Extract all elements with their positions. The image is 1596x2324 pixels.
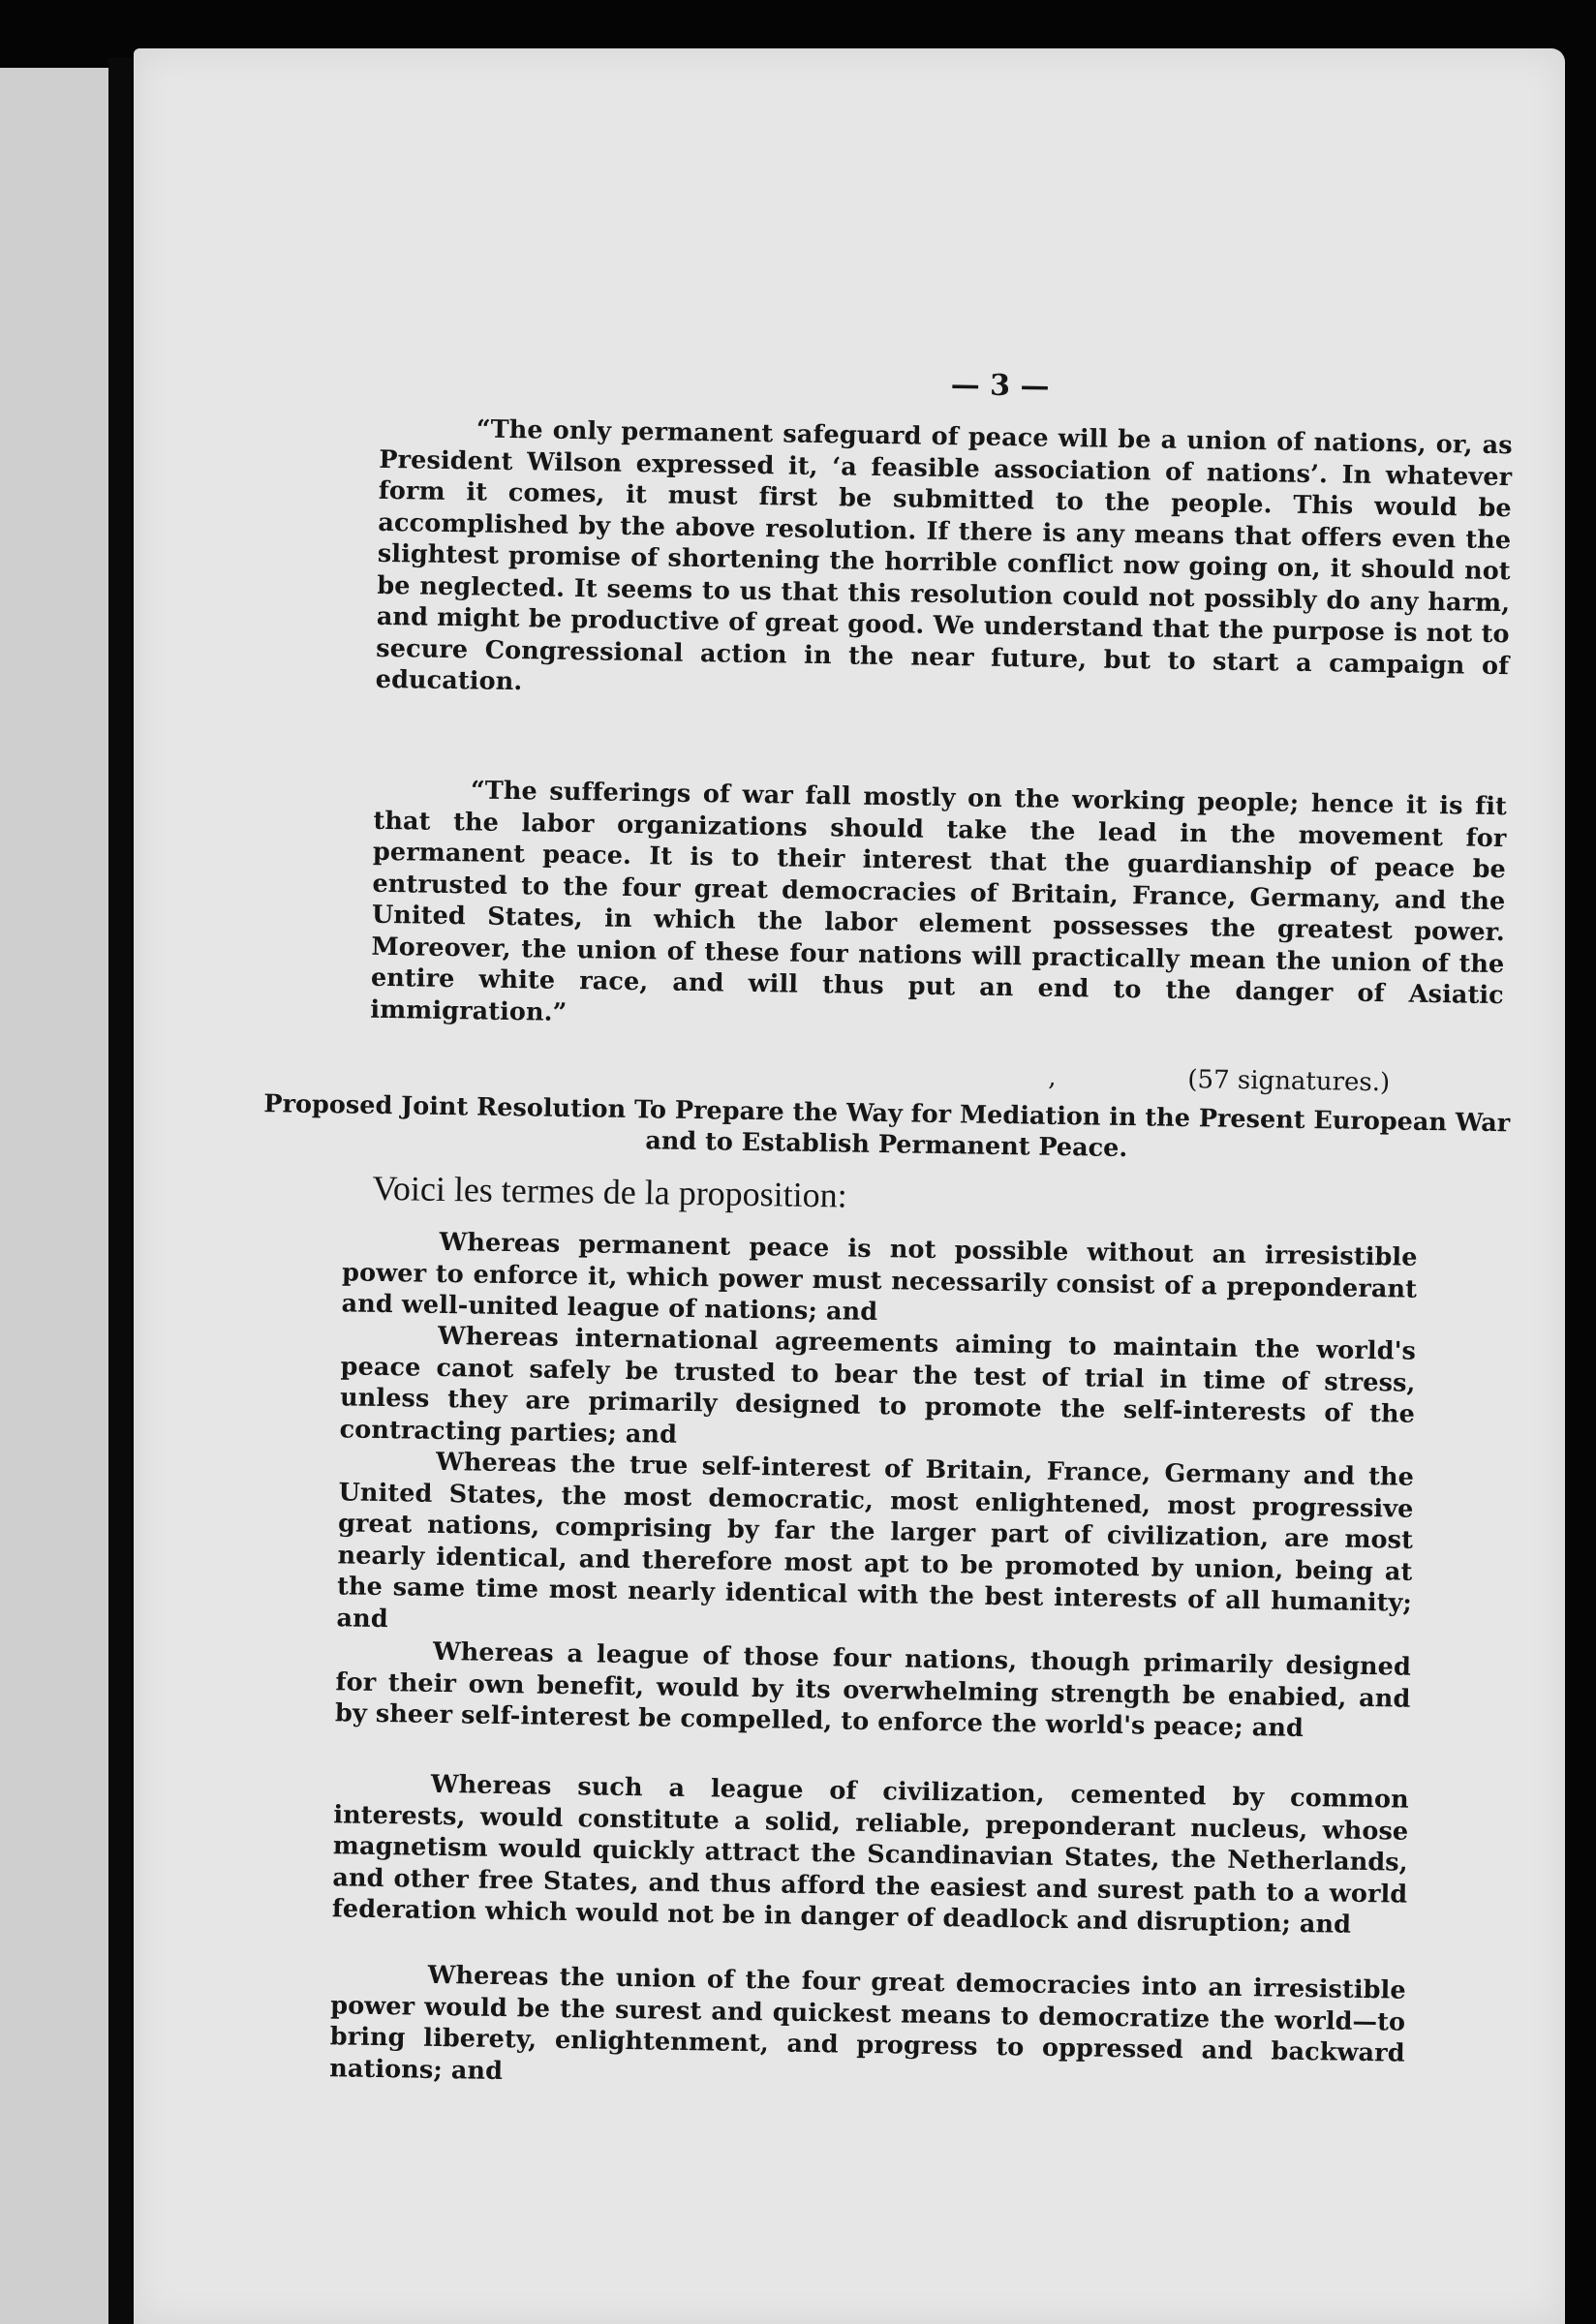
quote-paragraph-2: “The sufferings of war fall mostly on the working people; hence it is fit that the labor organizations should take the lead in the movement for permanent peace. It is to their interest that the guardianship of peace be entrusted to the four great democracies of Britain, France, Germany, and the United States, in which the labor element possesses the greatest power. Moreover, the union of these four nations will practically mean the union of the entire white race, and will thus put an end to the danger of Asiatic immigration.” [370, 776, 1508, 1027]
page-content [263, 358, 1528, 2086]
stray-mark: , [1048, 1062, 1057, 1092]
whereas-clause-5: Whereas such a league of civilization, cemented by common interests, would constitute a solid, reliable, preponderant nucleus, whose magnetism would quickly attract the Scandinavian States, the Netherlands, and other free States, and thus afford the easiest and surest path to a world federation which would not be in danger of deadlock and disruption; and [331, 1769, 1409, 1940]
whereas-clause-3: Whereas the true self-interest of Britain, France, Germany and the United States, the most democratic, most enlightened, most progressive great nations, comprising by far the larger part of civilization, are most nearly identical, and therefore most apt to be promoted by union, being at the same time most nearly identical with the best interests of all humanity; and [336, 1447, 1415, 1634]
whereas-clause-1: Whereas permanent peace is not possible without an irresistible power to enforce it, which power must necessarily consist of a preponderant and well-united league of nations; and [341, 1227, 1418, 1328]
proposition-intro: Voici les termes de la proposition: [372, 1168, 848, 1215]
left-page-margin [0, 68, 108, 2324]
whereas-clause-6: Whereas the union of the four great democracies into an irresistible power would be the surest and quickest means to democratize the world—to bring liberety, enlightenment, and progress to oppressed and backward nations; and [329, 1960, 1406, 2086]
whereas-clause-2: Whereas international agreements aiming to maintain the world's peace canot safely be trusted to bear the test of trial in time of stress, unless they are primarily designed to promote the self-interests of the contracting parties; and [339, 1321, 1417, 1450]
resolution-title: Proposed Joint Resolution To Prepare the Way for Mediation in the Present European War and to Establish Permanent Peace. [263, 1089, 1511, 1164]
page-gutter [108, 58, 136, 2324]
page-number: — 3 — [950, 368, 1050, 404]
whereas-clause-4: Whereas a league of those four nations, though primarily designed for their own benefit, would by its overwhelming strength be enabied, and by sheer self-interest be compelled, to enforce the world's peace; and [334, 1636, 1412, 1744]
signature-count: (57 signatures.) [1187, 1065, 1391, 1098]
quote-paragraph-1: “The only permanent safeguard of peace will be a union of nations, or, as President Wilson expressed it, ‘a feasible association of nations’. In whatever form it comes, it must first be submitted to the people. This would be accomplished by the above resolution. If there is any means that offers even the slightest promise of shortening the horrible conflict now going on, it should not be neglected. It seems to us that this resolution could not possibly do any harm, and might be productive of great good. We understand that the purpose is not to secure Congressional action in the near future, but to start a campaign of education. [375, 414, 1513, 697]
document-page [134, 48, 1565, 2324]
